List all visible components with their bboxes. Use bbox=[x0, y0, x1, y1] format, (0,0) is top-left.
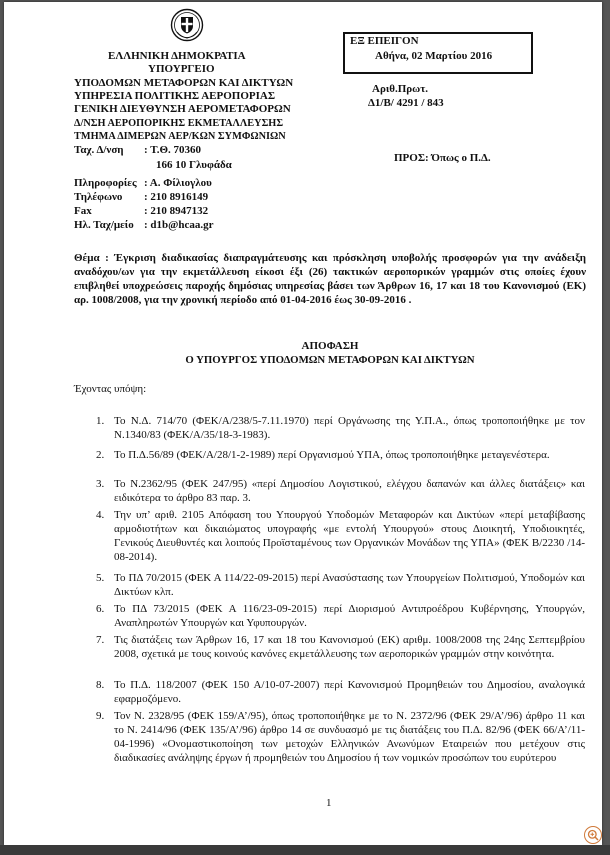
email-value: : d1b@hcaa.gr bbox=[144, 219, 214, 231]
service-name: ΥΠΗΡΕΣΙΑ ΠΟΛΙΤΙΚΗΣ ΑΕΡΟΠΟΡΙΑΣ bbox=[74, 90, 276, 102]
division-name: Δ/ΝΣΗ ΑΕΡΟΠΟΡΙΚΗΣ ΕΚΜΕΤΑΛΛΕΥΣΗΣ bbox=[74, 118, 284, 129]
postal-value: : Τ.Θ. 70360 bbox=[144, 144, 202, 156]
place-date: Αθήνα, 02 Μαρτίου 2016 bbox=[375, 50, 493, 62]
list-item: Τον Ν. 2328/95 (ΦΕΚ 159/Α’/95), όπως τροποποιήθηκε με το Ν. 2372/96 (ΦΕΚ 29/Α’/96) άρθρο 11 και το Ν. 2414/96 (ΦΕΚ 135/Α’/96) άρθρο 14 σε συνδυασμό με τις διατάξεις του Π.Δ. 82/96 (ΦΕΚ 66/Α’/11-04-1996) «Ονομαστικοποίηση των μετοχών Ελληνικών Ανωνύμων Εταιρειών που μετέχουν στις διαδικασίες ανάληψης έργων ή προμηθειών του Δημοσίου ή των νομικών προσώπων του ευρύτερου bbox=[114, 710, 585, 764]
greek-emblem-icon bbox=[170, 8, 204, 42]
list-item-number: 7. bbox=[96, 634, 105, 646]
list-item: Το Π.Δ. 118/2007 (ΦΕΚ 150 Α/10-07-2007) περί Κανονισμού Προμηθειών του Δημοσίου, αναλογικά εφαρμοζόμενο. bbox=[114, 679, 585, 705]
directorate-name: ΓΕΝΙΚΗ ΔΙΕΥΘΥΝΣΗ ΑΕΡΟΜΕΤΑΦΟΡΩΝ bbox=[74, 103, 291, 115]
urgency-label: ΕΞ ΕΠΕΙΓΟΝ bbox=[350, 35, 419, 47]
list-item-number: 6. bbox=[96, 603, 105, 615]
list-item-number: 8. bbox=[96, 679, 105, 691]
list-item: Το Ν.2362/95 (ΦΕΚ 247/95) «περί Δημοσίου Λογιστικού, ελέγχου δαπανών και άλλες διατάξεις» και ειδικότερα το άρθρο 83 παρ. 3. bbox=[114, 478, 585, 504]
phone-label: Τηλέφωνο bbox=[74, 191, 123, 203]
postal-city: 166 10 Γλυφάδα bbox=[156, 159, 232, 171]
email-label: Ηλ. Ταχ/μείο bbox=[74, 219, 134, 231]
decision-subtitle: Ο ΥΠΟΥΡΓΟΣ ΥΠΟΔΟΜΩΝ ΜΕΤΑΦΟΡΩΝ ΚΑΙ ΔΙΚΤΥΩΝ bbox=[185, 354, 475, 366]
postal-label: Ταχ. Δ/νση bbox=[74, 144, 124, 156]
zoom-button[interactable] bbox=[584, 826, 602, 844]
viewer-bottom-bar bbox=[0, 845, 610, 855]
ministry-label: ΥΠΟΥΡΓΕΙΟ bbox=[148, 63, 215, 75]
list-item: Το Π.Δ.56/89 (ΦΕΚ/Α/28/1-2-1989) περί Οργανισμού ΥΠΑ, όπως τροποποιήθηκε μεταγενέστερα. bbox=[114, 449, 550, 461]
section-name: ΤΜΗΜΑ ΔΙΜΕΡΩΝ ΑΕΡ/ΚΩΝ ΣΥΜΦΩΝΙΩΝ bbox=[74, 131, 286, 142]
list-item-number: 2. bbox=[96, 449, 105, 461]
list-item-number: 4. bbox=[96, 509, 105, 521]
list-item: Την υπ’ αριθ. 2105 Απόφαση του Υπουργού Υποδομών Μεταφορών και Δικτύων «περί μεταβίβασης αρμοδιοτήτων και δικαιώματος υπογραφής «με εντολή Υπουργού» στους Διοικητή, Υποδιοικητές, Γενικούς Διευθυντές και λοιπούς Προϊσταμένους των Οργανικών Μονάδων της ΥΠΑ» (ΦΕΚ Β/2230 /14-08-2014). bbox=[114, 509, 585, 563]
info-label: Πληροφορίες bbox=[74, 177, 137, 189]
decision-title: ΑΠΟΦΑΣΗ bbox=[301, 340, 359, 352]
page-number: 1 bbox=[326, 797, 332, 809]
subject-paragraph: Θέμα : Έγκριση διαδικασίας διαπραγμάτευσης και πρόσκληση υποβολής προσφορών για την ανάδειξη αναδόχου/ων για την εκμετάλλευση είκοσι έξι (26) τακτικών αεροπορικών γραμμών στις οποίες έχουν επιβληθεί υποχρεώσεις παροχής δημόσιας υπηρεσίας βάσει των Άρθρων 16, 17 και 18 του Κανονισμού (ΕΚ) αρ. 1008/2008, για την χρονική περίοδο από 01-04-2016 έως 30-09-2016 . bbox=[74, 252, 586, 306]
protocol-label: Αριθ.Πρωτ. bbox=[372, 83, 429, 95]
fax-value: : 210 8947132 bbox=[144, 205, 209, 217]
considering-label: Έχοντας υπόψη: bbox=[74, 383, 147, 395]
zoom-in-icon bbox=[586, 828, 601, 843]
list-item-number: 3. bbox=[96, 478, 105, 490]
list-item-number: 5. bbox=[96, 572, 105, 584]
list-item: Τις διατάξεις των Άρθρων 16, 17 και 18 του Κανονισμού (ΕΚ) αριθμ. 1008/2008 της 24ης Σεπτεμβρίου 2008, σχετικά με τους κοινούς κανόνες εκμετάλλευσης των αεροπορικών γραμμών στην κοινότητα. bbox=[114, 634, 585, 660]
list-item-number: 9. bbox=[96, 710, 105, 722]
urgency-stamp-box bbox=[343, 32, 533, 74]
fax-label: Fax bbox=[74, 205, 92, 217]
ministry-name: ΥΠΟΔΟΜΩΝ ΜΕΤΑΦΟΡΩΝ ΚΑΙ ΔΙΚΤΥΩΝ bbox=[74, 77, 294, 89]
list-item-number: 1. bbox=[96, 415, 105, 427]
info-value: : Α. Φίλιογλου bbox=[144, 177, 212, 189]
document-page bbox=[4, 2, 602, 845]
list-item: Το ΠΔ 73/2015 (ΦΕΚ Α 116/23-09-2015) περί Διορισμού Αντιπροέδρου Κυβέρνησης, Υπουργών, Αναπληρωτών Υπουργών και Υφυπουργών. bbox=[114, 603, 585, 629]
list-item: Το Ν.Δ. 714/70 (ΦΕΚ/Α/238/5-7.11.1970) περί Οργάνωσης της Υ.Π.Α., όπως τροποποιήθηκε με τον Ν.1340/83 (ΦΕΚ/Α/35/18-3-1983). bbox=[114, 415, 585, 441]
phone-value: : 210 8916149 bbox=[144, 191, 209, 203]
recipient: ΠΡΟΣ: Όπως ο Π.Δ. bbox=[394, 152, 491, 164]
list-item: Το ΠΔ 70/2015 (ΦΕΚ Α 114/22-09-2015) περί Ανασύστασης των Υπουργείων Πολιτισμού, Υποδομών και Δικτύων κλπ. bbox=[114, 572, 585, 598]
republic-title: ΕΛΛΗΝΙΚΗ ΔΗΜΟΚΡΑΤΙΑ bbox=[108, 50, 246, 62]
protocol-number: Δ1/Β/ 4291 / 843 bbox=[368, 97, 444, 109]
